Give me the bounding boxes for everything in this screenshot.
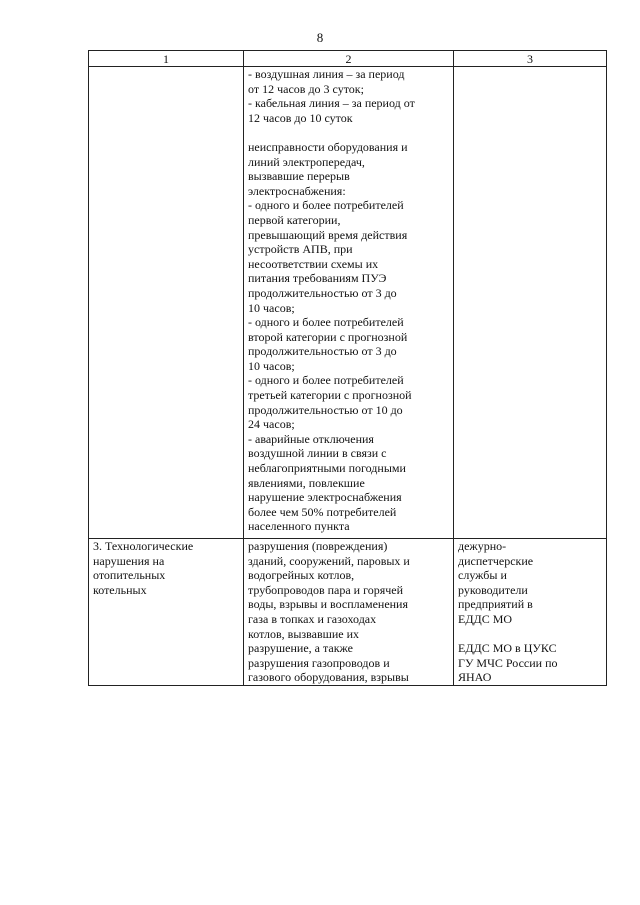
text-line: продолжительностью от 3 до xyxy=(248,285,397,300)
text-line: нарушение электроснабжения xyxy=(248,490,402,505)
row2-col3-cell xyxy=(454,539,607,686)
text-line: руководители xyxy=(458,582,528,597)
text-line: водогрейных котлов, xyxy=(248,568,355,583)
text-line: воздушной линии в связи с xyxy=(248,446,387,461)
text-line: первой категории, xyxy=(248,212,341,227)
text-line: предприятий в xyxy=(458,597,533,612)
page-number: 8 xyxy=(316,30,324,45)
text-line: газового оборудования, взрывы xyxy=(248,670,409,685)
text-line: - одного и более потребителей xyxy=(248,198,404,213)
text-line: 10 часов; xyxy=(248,358,295,373)
text-line: питания требованиям ПУЭ xyxy=(248,271,387,286)
text-line: ЕДДС МО в ЦУКС xyxy=(458,641,557,656)
text-line: службы и xyxy=(458,568,507,583)
text-line: котельных xyxy=(93,582,147,597)
blank-line xyxy=(458,627,602,642)
incident-table xyxy=(88,50,607,686)
text-line: населенного пункта xyxy=(248,519,350,534)
column-header-2: 2 xyxy=(244,51,454,67)
blank-line xyxy=(248,125,449,140)
row2-responsible-text xyxy=(458,539,602,685)
text-line: - аварийные отключения xyxy=(248,431,374,446)
text-line: дежурно- xyxy=(458,539,507,553)
text-line: ЯНАО xyxy=(458,670,492,685)
text-line: третьей категории с прогнозной xyxy=(248,388,412,403)
text-line: более чем 50% потребителей xyxy=(248,504,397,519)
text-line: зданий, сооружений, паровых и xyxy=(248,553,410,568)
text-line: второй категории с прогнозной xyxy=(248,329,408,344)
column-header-3: 3 xyxy=(454,51,607,67)
text-line: - кабельная линия – за период от xyxy=(248,96,415,111)
text-line: - одного и более потребителей xyxy=(248,373,404,388)
row2-col2-cell xyxy=(244,539,454,686)
text-line: разрушение, а также xyxy=(248,641,353,656)
text-line: продолжительностью от 10 до xyxy=(248,402,403,417)
row2-criteria-text xyxy=(248,539,449,685)
text-line: отопительных xyxy=(93,568,166,583)
text-line: явлениями, повлекшие xyxy=(248,475,365,490)
table-row xyxy=(89,539,607,686)
text-line: от 12 часов до 3 суток; xyxy=(248,81,364,96)
text-line: ЕДДС МО xyxy=(458,611,513,626)
text-line: трубопроводов пара и горячей xyxy=(248,582,404,597)
table-header-row xyxy=(89,51,607,67)
text-line: несоответствии схемы их xyxy=(248,256,379,271)
text-line: продолжительностью от 3 до xyxy=(248,344,397,359)
text-line: 24 часов; xyxy=(248,417,295,432)
table-row xyxy=(89,67,607,539)
text-line: превышающий время действия xyxy=(248,227,408,242)
text-line: устройств АПВ, при xyxy=(248,242,353,257)
text-line: - воздушная линия – за период xyxy=(248,67,405,81)
text-line: вызвавшие перерыв xyxy=(248,169,350,184)
row2-col1-cell xyxy=(89,539,244,686)
text-line: - одного и более потребителей xyxy=(248,315,404,330)
row1-col1-cell xyxy=(89,67,244,539)
text-line: разрушения газопроводов и xyxy=(248,655,390,670)
row1-col2-text xyxy=(248,67,449,538)
text-line: нарушения на xyxy=(93,553,165,568)
text-line: ГУ МЧС России по xyxy=(458,655,558,670)
text-line: разрушения (повреждения) xyxy=(248,539,388,553)
text-line: 10 часов; xyxy=(248,300,295,315)
text-line: электроснабжения: xyxy=(248,183,346,198)
text-line: воды, взрывы и воспламенения xyxy=(248,597,409,612)
text-line: газа в топках и газоходах xyxy=(248,611,377,626)
text-line: 3. Технологические xyxy=(93,539,194,553)
row1-col3-cell xyxy=(454,67,607,539)
text-line: котлов, вызвавшие их xyxy=(248,626,360,641)
row1-col2-cell xyxy=(244,67,454,539)
text-line: линий электропередач, xyxy=(248,154,365,169)
text-line: диспетчерские xyxy=(458,553,534,568)
text-line: неисправности оборудования и xyxy=(248,139,408,154)
column-header-1: 1 xyxy=(89,51,244,67)
text-line: 12 часов до 10 суток xyxy=(248,110,353,125)
text-line: неблагоприятными погодными xyxy=(248,461,406,476)
row2-category-text xyxy=(93,539,239,685)
